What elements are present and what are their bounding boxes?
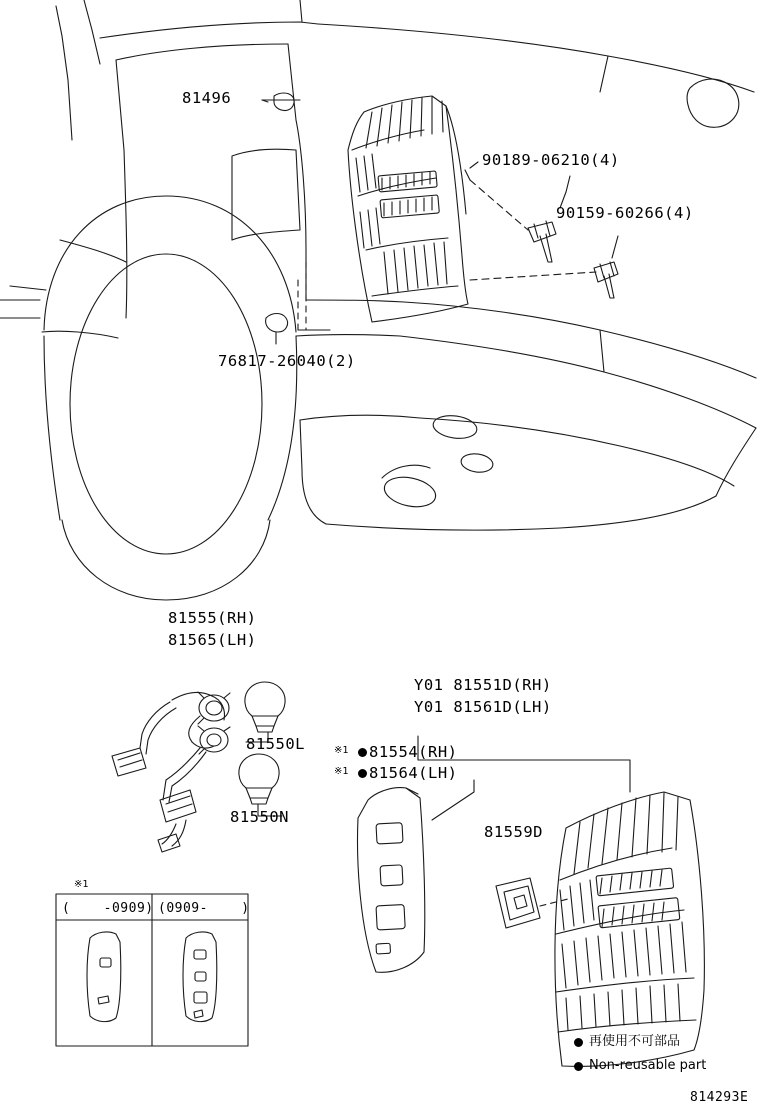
legend-dot-jp	[574, 1038, 583, 1047]
callout-81565-lh: 81565(LH)	[168, 631, 257, 649]
callout-90189-06210: 90189-06210(4)	[482, 151, 620, 169]
variant-column-1-label: ( -0909)	[62, 901, 154, 916]
callout-81554-rh: 81554(RH)	[369, 743, 458, 761]
legend-dot-en	[574, 1062, 583, 1071]
legend-text-en: Non-reusable part	[589, 1058, 707, 1073]
note-mark-81554: ※1	[334, 745, 349, 756]
callout-81561d-lh: Y01 81561D(LH)	[414, 698, 552, 716]
callout-81555-rh: 81555(RH)	[168, 609, 257, 627]
variant-table-note-mark: ※1	[74, 879, 89, 890]
non-reusable-dot-81564	[358, 769, 367, 778]
callout-81564-lh: 81564(LH)	[369, 764, 458, 782]
callout-81551d-rh: Y01 81551D(RH)	[414, 676, 552, 694]
sheet-number: 814293E	[690, 1090, 749, 1105]
callout-81550l: 81550L	[246, 735, 305, 753]
callout-76817-26040: 76817-26040(2)	[218, 352, 356, 370]
non-reusable-dot-81554	[358, 748, 367, 757]
variant-column-2-label: (0909- )	[158, 901, 250, 916]
callout-81559d: 81559D	[484, 823, 543, 841]
legend-text-jp: 再使用不可部品	[589, 1034, 681, 1049]
callout-90159-60266: 90159-60266(4)	[556, 204, 694, 222]
callout-81550n: 81550N	[230, 808, 289, 826]
note-mark-81564: ※1	[334, 766, 349, 777]
callout-81496: 81496	[182, 89, 232, 107]
